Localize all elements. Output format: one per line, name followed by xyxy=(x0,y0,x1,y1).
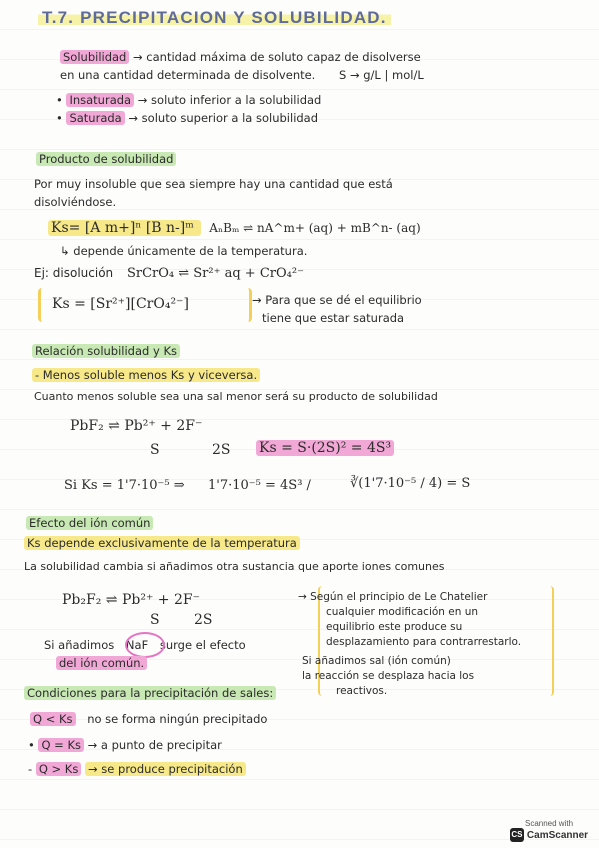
side-line6: la reacción se desplaza hacia los xyxy=(302,670,475,682)
page-title: T.7. PRECIPITACION Y SOLUBILIDAD. xyxy=(38,8,391,28)
efecto-subheading: Ks depende exclusivamente de la temperatura xyxy=(24,536,300,550)
heading-condiciones: Condiciones para la precipitación de sales: xyxy=(24,686,276,700)
pb2f2-2s: 2S xyxy=(194,612,213,628)
ks-definition: Ks= [A m+]ⁿ [B n-]ᵐ AₙBₘ ⇌ nA^m+ (aq) + mB^n- (aq) xyxy=(48,220,421,236)
ks-expression: Ks= [A m+]ⁿ [B n-]ᵐ xyxy=(48,220,201,236)
cube-root: ∛(1'7·10⁻⁵ / 4) = S xyxy=(350,476,471,491)
camscanner-watermark: Scanned with CS CamScanner xyxy=(511,819,589,841)
relacion-subheading: - Menos soluble menos Ks y viceversa. xyxy=(32,368,260,382)
relacion-text: Cuanto menos soluble sea una sal menor será su producto de solubilidad xyxy=(34,390,438,403)
pbf2-2s: 2S xyxy=(212,442,231,458)
efecto-text: La solubilidad cambia si añadimos otra sustancia que aporte iones comunes xyxy=(24,560,445,573)
pb2f2-s: S xyxy=(150,612,160,628)
efecto-left1: Si añadimos NaF surge el efecto xyxy=(44,638,246,652)
solubilidad-term: Solubilidad xyxy=(60,50,129,64)
condicion-2: • Q = Ks → a punto de precipitar xyxy=(28,738,222,752)
condicion-3: - Q > Ks → se produce precipitación xyxy=(28,762,246,776)
side-line5: Si añadimos sal (ión común) xyxy=(302,655,451,667)
pbf2-ks-calc: Ks = S·(2S)² = 4S³ xyxy=(256,440,394,456)
side-line1: → Según el principio de Le Chatelier xyxy=(298,591,488,603)
camscanner-icon: CS xyxy=(510,828,524,842)
boxed-ks-text: Ks = [Sr²⁺][CrO₄²⁻] xyxy=(52,296,189,312)
pbf2-reaction: PbF₂ ⇌ Pb²⁺ + 2F⁻ xyxy=(70,418,203,434)
equation-mid: 1'7·10⁻⁵ = 4S³ / xyxy=(208,478,311,493)
side-line7: reactivos. xyxy=(336,685,388,697)
heading-relacion: Relación solubilidad y Ks xyxy=(32,344,180,358)
side-line2: cualquier modificación en un xyxy=(326,606,479,618)
naf-circled: NaF xyxy=(125,638,149,652)
ks-note: ↳ depende únicamente de la temperatura. xyxy=(60,244,308,258)
boxed-note1: → Para que se dé el equilibrio xyxy=(252,293,422,307)
definition-line1: Solubilidad → cantidad máxima de soluto capaz de disolverse xyxy=(60,50,421,64)
si-ks-line: Si Ks = 1'7·10⁻⁵ ⇒ xyxy=(64,478,185,493)
naf-circle xyxy=(125,632,165,658)
efecto-left3: del ión común. xyxy=(56,656,147,670)
example-line: Ej: disolución SrCrO₄ ⇌ Sr²⁺ aq + CrO₄²⁻ xyxy=(34,266,304,281)
definition-line2: en una cantidad determinada de disolvente. S → g/L | mol/L xyxy=(60,68,424,82)
boxed-note2: tiene que estar saturada xyxy=(262,311,405,325)
pb2f2-reaction: Pb₂F₂ ⇌ Pb²⁺ + 2F⁻ xyxy=(62,592,200,608)
producto-text1: Por muy insoluble que sea siempre hay una cantidad que está xyxy=(34,177,393,191)
pbf2-s: S xyxy=(150,442,160,458)
side-line3: equilibrio este produce su xyxy=(326,621,463,633)
heading-efecto: Efecto del ión común xyxy=(26,516,153,530)
bullet-saturada: • Saturada → soluto superior a la solubilidad xyxy=(56,111,319,125)
heading-producto: Producto de solubilidad xyxy=(36,152,176,166)
producto-text2: disolviéndose. xyxy=(34,195,117,209)
side-line4: desplazamiento para contrarrestarlo. xyxy=(326,636,522,648)
bullet-insaturada: • Insaturada → soluto inferior a la solubilidad xyxy=(56,93,322,107)
condicion-1: Q < Ks no se forma ningún precipitado xyxy=(30,712,267,726)
